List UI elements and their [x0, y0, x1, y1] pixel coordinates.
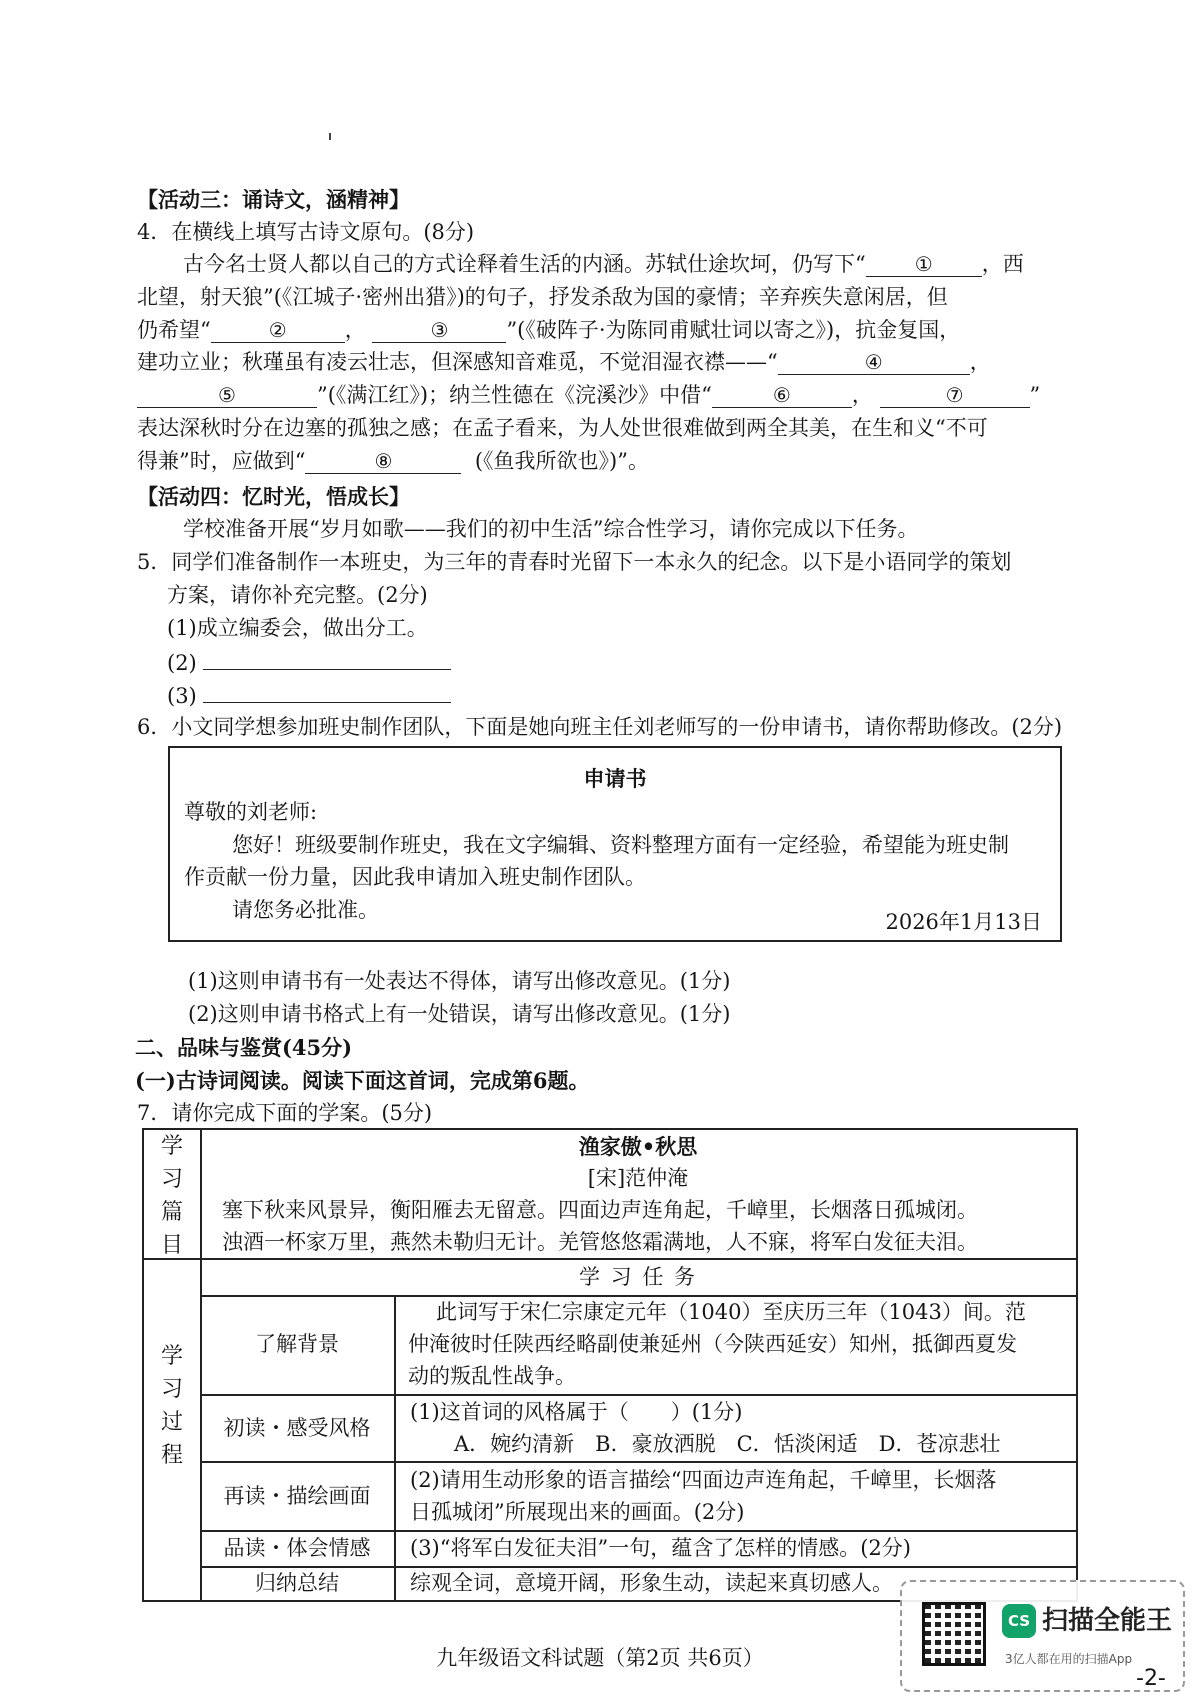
scan-mark [329, 133, 331, 140]
application-letter [168, 746, 1062, 942]
answer-blank-7[interactable]: ⑦ [880, 383, 1030, 408]
letter-greeting: 尊敬的刘老师: [184, 800, 318, 824]
letter-body: 您好！班级要制作班史，我在文字编辑、资料整理方面有一定经验，希望能为班史制 [232, 833, 1009, 857]
row-options: A．婉约清新 B．豪放洒脱 C．恬淡闲适 D．苍凉悲壮 [454, 1432, 1001, 1456]
poem-fill-line: 表达深秋时分在边塞的孤独之感；在孟子看来，为人处世很难做到两全其美，在生和义“不可 [137, 416, 988, 440]
answer-blank-6[interactable]: ⑥ [712, 383, 852, 408]
poem-fill-line: 北望，射天狼”(《江城子·密州出猎》)的句子，抒发杀敌为国的豪情；辛弃疾失意闲居，但 [137, 285, 948, 309]
answer-blank-3[interactable]: ③ [372, 318, 506, 343]
watermark-title: 扫描全能王 [1042, 1606, 1173, 1636]
answer-blank-5[interactable]: ⑤ [137, 383, 317, 408]
row-content: 仲淹彼时任陕西经略副使兼延州（今陕西延安）知州，抵御西夏发 [408, 1332, 1017, 1356]
plan-step-3-blank[interactable] [203, 678, 451, 703]
question-6-part-1: (1)这则申请书有一处表达不得体，请写出修改意见。(1分) [188, 969, 731, 993]
poem-fill-line: 得兼”时，应做到“ ⑧ (《鱼我所欲也》)”。 [137, 449, 649, 473]
answer-blank-4[interactable]: ④ [778, 350, 970, 375]
section2-title: 二、品味与鉴赏(45分) [135, 1035, 353, 1060]
row-label: 初读・感受风格 [223, 1416, 371, 1440]
row-content: (3)“将军白发征夫泪”一句，蕴含了怎样的情感。(2分) [410, 1536, 911, 1560]
poem-author: [宋]范仲淹 [587, 1166, 689, 1190]
question-5-cont: 方案，请你补充完整。(2分) [167, 583, 428, 607]
plan-step-2: (2) [167, 645, 451, 680]
row-content: 此词写于宋仁宗康定元年（1040）至庆历三年（1043）间。范 [436, 1300, 1026, 1324]
question-4: 4．在横线上填写古诗文原句。(8分) [137, 220, 475, 244]
letter-body: 作贡献一份力量，因此我申请加入班史制作团队。 [184, 865, 646, 889]
letter-title: 申请书 [583, 766, 647, 791]
table-side-label-process: 学 习 过 程 [160, 1344, 183, 1468]
page-footer: 九年级语文科试题（第2页 共6页） [436, 1646, 764, 1670]
answer-blank-2[interactable]: ② [211, 318, 345, 343]
qr-code-icon [922, 1602, 986, 1666]
activity4-intro: 学校准备开展“岁月如歌——我们的初中生活”综合性学习，请你完成以下任务。 [183, 517, 919, 541]
row-content: (1)这首词的风格属于（ ）(1分) [410, 1400, 743, 1424]
plan-step-2-blank[interactable] [203, 645, 451, 670]
activity4-title: 【活动四：忆时光，悟成长】 [137, 484, 410, 509]
row-label: 归纳总结 [255, 1571, 339, 1595]
row-content: (2)请用生动形象的语言描绘“四面边声连角起，千嶂里，长烟落 [410, 1468, 997, 1492]
answer-blank-8[interactable]: ⑧ [305, 449, 461, 474]
row-content: 动的叛乱性战争。 [408, 1364, 576, 1388]
poem-fill-line: 建功立业；秋瑾虽有凌云壮志，但深感知音难觅，不觉泪湿衣襟——“ ④ ， [137, 350, 991, 374]
plan-step-1: (1)成立编委会，做出分工。 [167, 616, 428, 640]
table-side-label-text: 学 习 篇 目 [160, 1134, 183, 1258]
letter-body: 请您务必批准。 [232, 898, 379, 922]
row-label: 再读・描绘画面 [223, 1484, 371, 1508]
row-label: 了解背景 [255, 1332, 339, 1356]
poem-line: 塞下秋来风景异，衡阳雁去无留意。四面边声连角起，千嶂里，长烟落日孤城闭。 [222, 1198, 978, 1222]
row-label: 品读・体会情感 [223, 1536, 371, 1560]
question-7: 7．请你完成下面的学案。(5分) [137, 1101, 433, 1125]
poem-fill-line: 仍希望“ ② ， ③ ”(《破阵子·为陈同甫赋壮词以寄之》)，抗金复国， [137, 318, 961, 342]
activity3-title: 【活动三：诵诗文，涵精神】 [137, 187, 410, 212]
question-6: 6．小文同学想参加班史制作团队，下面是她向班主任刘老师写的一份申请书，请你帮助修改。(2分) [137, 715, 1063, 739]
poem-line: 浊酒一杯家万里，燕然未勒归无计。羌管悠悠霜满地，人不寐，将军白发征夫泪。 [222, 1230, 978, 1254]
study-table [142, 1128, 1078, 1602]
camscanner-logo-icon: CS [1002, 1604, 1036, 1638]
task-header: 学 习 任 务 [578, 1265, 698, 1289]
plan-step-3: (3) [167, 678, 451, 713]
question-5: 5．同学们准备制作一本班史，为三年的青春时光留下一本永久的纪念。以下是小语同学的策划 [137, 550, 1012, 574]
answer-blank-1[interactable]: ① [866, 252, 982, 277]
poem-title: 渔家傲•秋思 [578, 1134, 698, 1159]
poem-fill-line: 古今名士贤人都以自己的方式诠释着生活的内涵。苏轼仕途坎坷，仍写下“ ① ，西 [183, 252, 1024, 276]
watermark-subtitle: 3亿人都在用的扫描App [1005, 1652, 1133, 1666]
question-6-part-2: (2)这则申请书格式上有一处错误，请写出修改意见。(1分) [188, 1002, 731, 1026]
row-content: 日孤城闭”所展现出来的画面。(2分) [410, 1500, 745, 1524]
poem-fill-line: ⑤ ”(《满江红》)；纳兰性德在《浣溪沙》中借“ ⑥ ， ⑦ ” [137, 379, 1040, 412]
letter-date: 2026年1月13日 [885, 910, 1042, 934]
section2-subtitle: (一)古诗词阅读。阅读下面这首词，完成第6题。 [135, 1068, 590, 1093]
row-content: 综观全词，意境开阔，形象生动，读起来真切感人。 [410, 1571, 893, 1595]
page-number-mark: -2- [1136, 1666, 1166, 1691]
